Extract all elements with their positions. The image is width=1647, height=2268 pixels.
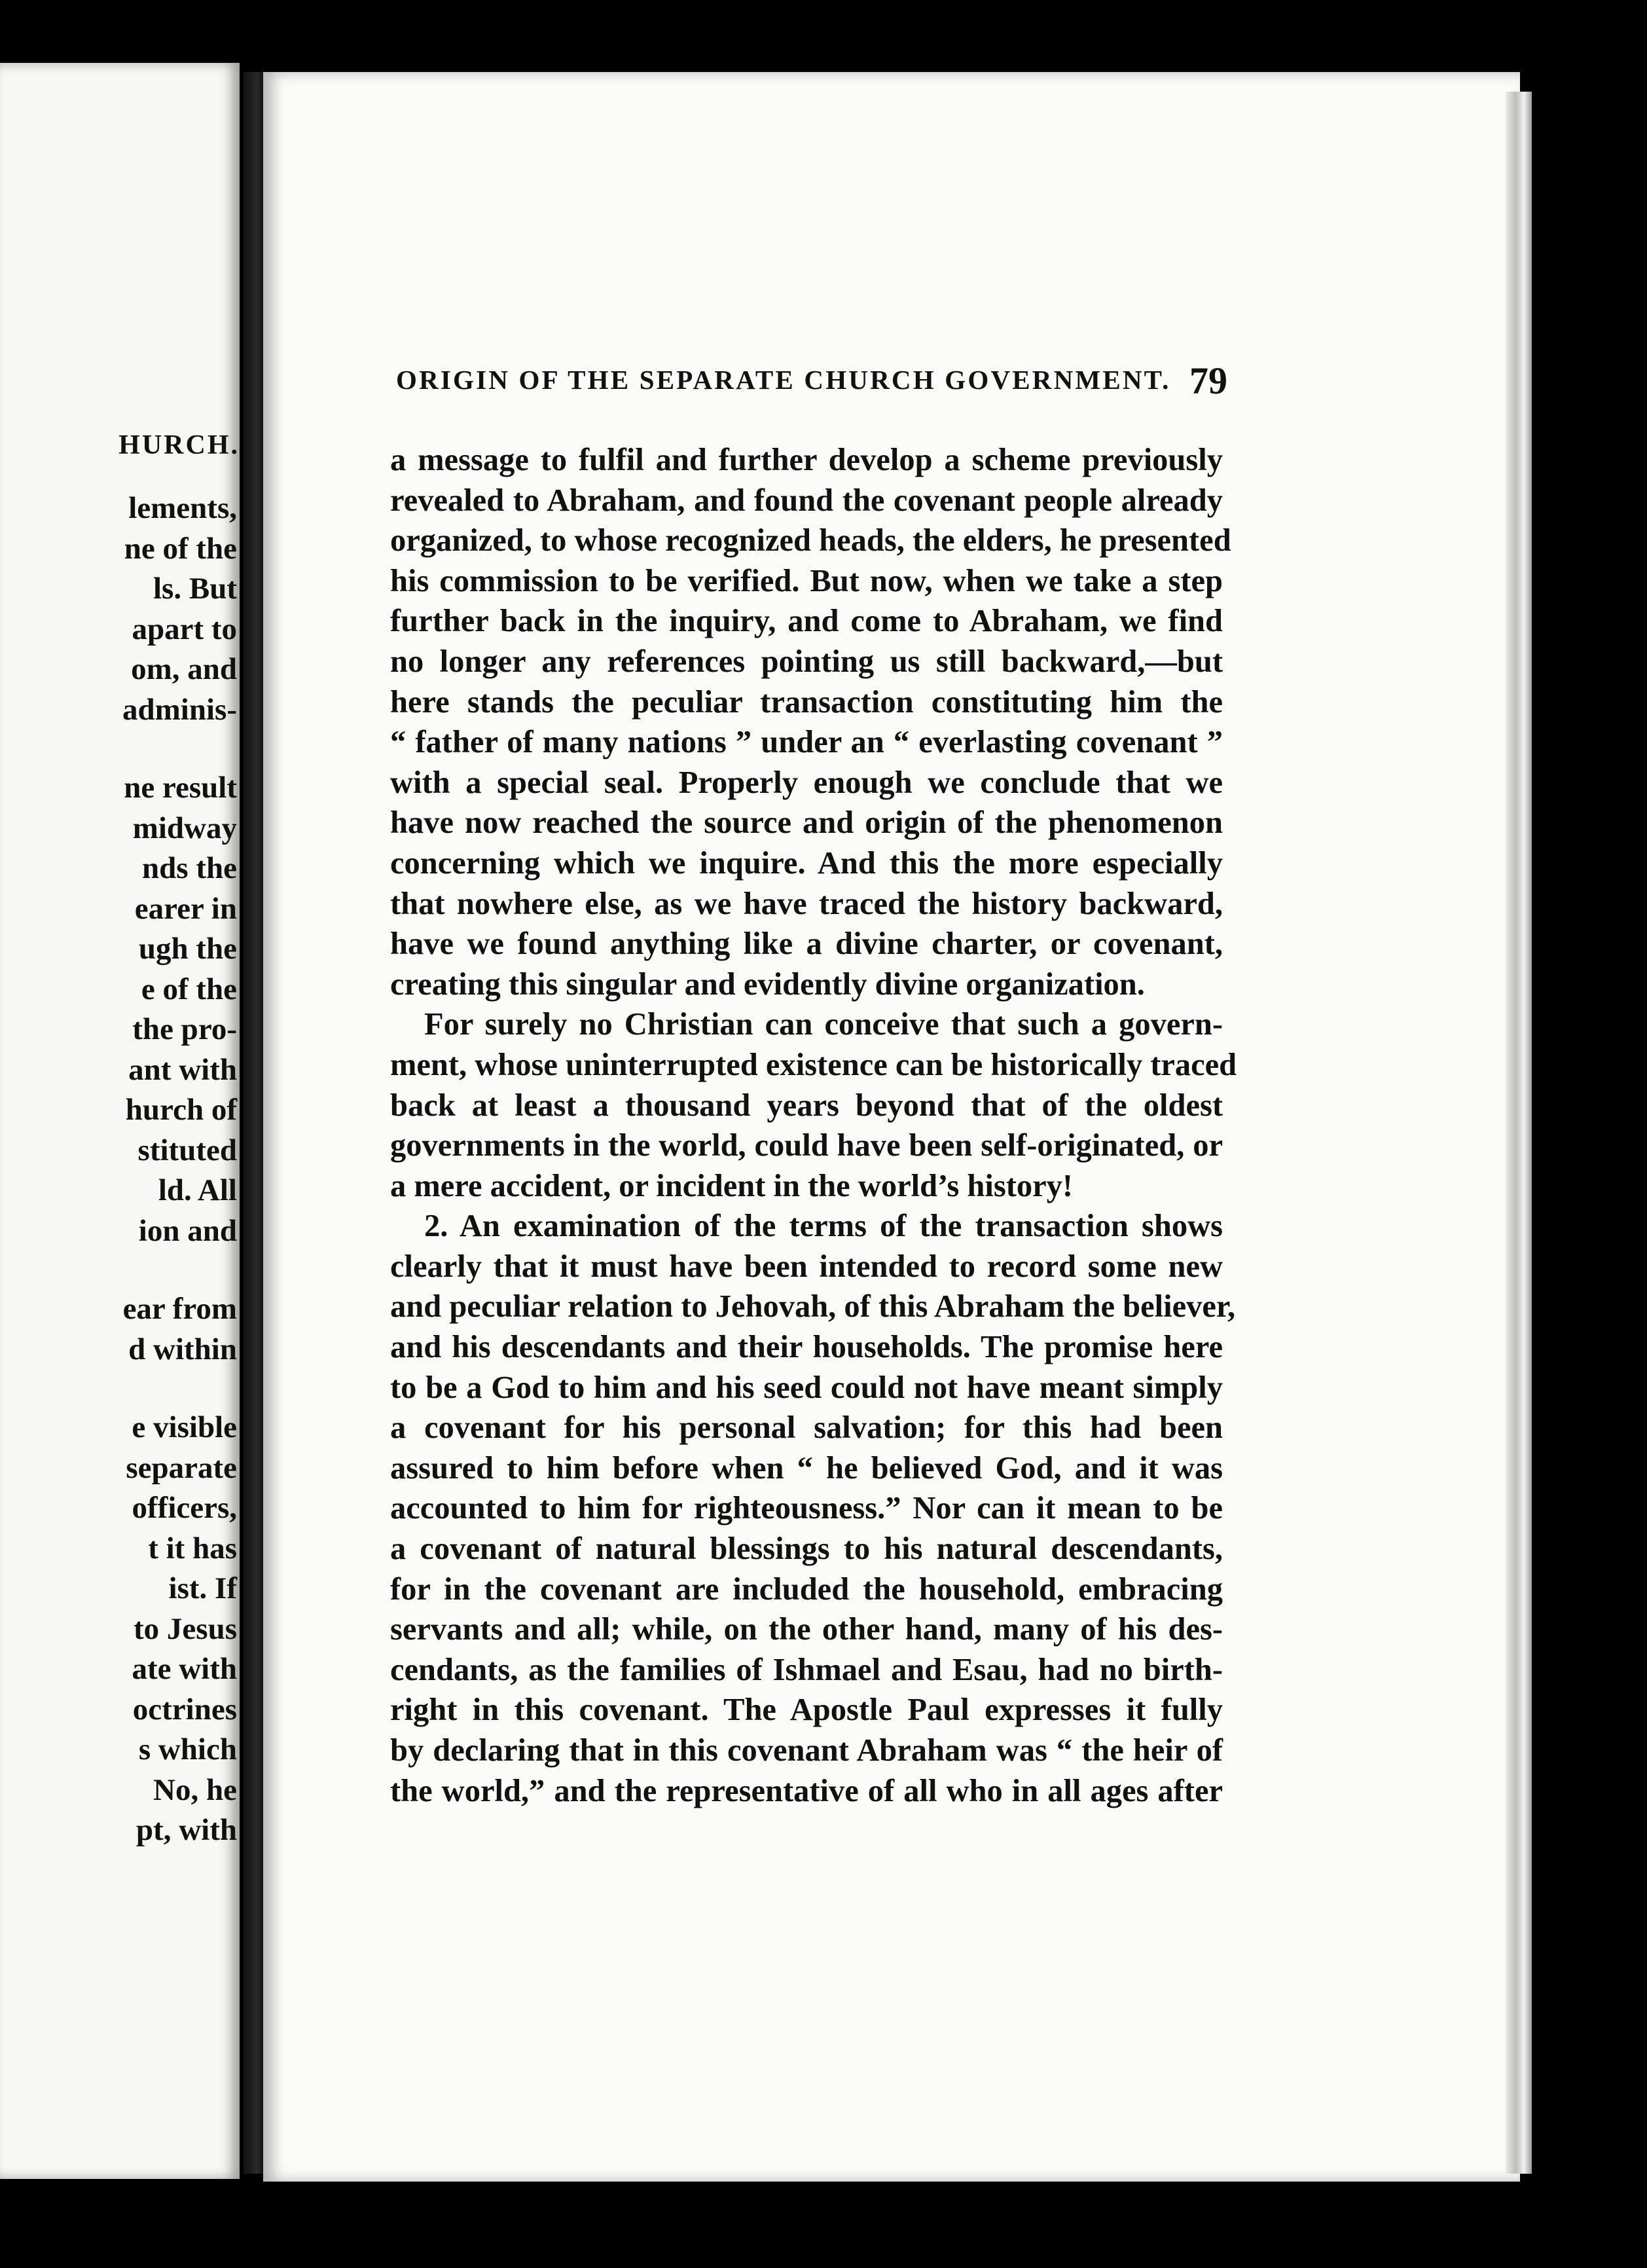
left-line: lements, xyxy=(128,491,237,525)
left-line: stituted xyxy=(137,1133,237,1167)
text-line: back at least a thousand years beyond that of the oldest xyxy=(390,1088,1223,1123)
text-line: that nowhere else, as we have traced the history backward, xyxy=(390,886,1223,921)
text-line: servants and all; while, on the other hand, many of his des- xyxy=(390,1612,1223,1647)
text-line: and peculiar relation to Jehovah, of this Abraham the believer, xyxy=(390,1289,1236,1325)
text-line: here stands the peculiar transaction constituting him the xyxy=(390,684,1223,720)
left-line: adminis- xyxy=(122,692,237,727)
left-line: No, he xyxy=(153,1772,237,1807)
text-line: For surely no Christian can conceive that such a govern- xyxy=(424,1007,1223,1042)
text-line: the world,” and the representative of all who in all ages after xyxy=(390,1773,1223,1808)
text-line: have we found anything like a divine charter, or covenant, xyxy=(390,926,1223,962)
text-line: accounted to him for righteousness.” Nor can it mean to be xyxy=(390,1491,1223,1526)
left-line: hurch of xyxy=(125,1093,237,1127)
left-line: om, and xyxy=(131,652,237,686)
left-line: ne result xyxy=(124,771,237,805)
left-line: nds the xyxy=(142,851,237,885)
left-line: pt, with xyxy=(136,1813,237,1847)
text-line: assured to him before when “ he believed God, and it was xyxy=(390,1450,1223,1486)
left-line: ugh the xyxy=(138,932,237,966)
left-running-head: HURCH. xyxy=(118,430,240,460)
text-line: a covenant of natural blessings to his natural descendants, xyxy=(390,1531,1223,1567)
text-line: a covenant for his personal salvation; for this had been xyxy=(390,1410,1223,1446)
left-line: s which xyxy=(138,1732,237,1766)
body-text xyxy=(390,440,1237,1811)
text-line: concerning which we inquire. And this the more especially xyxy=(390,845,1223,881)
text-line: have now reached the source and origin of the phenomenon xyxy=(390,805,1223,841)
left-line: octrines xyxy=(132,1692,237,1727)
left-line: midway xyxy=(132,811,237,845)
text-line: right in this covenant. The Apostle Paul expresses it fully xyxy=(390,1692,1223,1728)
page-edge xyxy=(1506,92,1532,2174)
text-line: and his descendants and their households. The promise here xyxy=(390,1330,1223,1365)
text-line: 2. An examination of the terms of the transaction shows xyxy=(424,1209,1223,1244)
left-line: t it has xyxy=(148,1531,237,1565)
left-line: separate xyxy=(126,1450,237,1485)
left-line: ear from xyxy=(122,1292,237,1326)
text-line: clearly that it must have been intended to record some new xyxy=(390,1249,1223,1284)
left-line: ne of the xyxy=(124,531,237,566)
left-line: apart to xyxy=(132,612,237,646)
text-line: governments in the world, could have been self-originated, or xyxy=(390,1128,1223,1163)
text-line: cendants, as the families of Ishmael and Esau, had no birth- xyxy=(390,1652,1223,1687)
left-line: the pro- xyxy=(132,1012,237,1046)
text-line: “ father of many nations ” under an “ everlasting covenant ” xyxy=(390,725,1223,760)
text-line: a message to fulfil and further develop a scheme previously xyxy=(390,443,1223,477)
left-line: ist. If xyxy=(168,1571,237,1605)
left-page xyxy=(0,63,240,2179)
text-line: his commission to be verified. But now, when we take a step xyxy=(390,563,1223,598)
text-line: to be a God to him and his seed could not have meant simply xyxy=(390,1370,1223,1405)
left-line: ls. But xyxy=(153,572,237,606)
left-line: officers, xyxy=(132,1491,237,1525)
left-line: e of the xyxy=(141,972,237,1006)
text-line: a mere accident, or incident in the world’s history! xyxy=(390,1168,1074,1203)
text-line: with a special seal. Properly enough we conclude that we xyxy=(390,765,1223,800)
left-line: ion and xyxy=(138,1213,237,1248)
text-line: revealed to Abraham, and found the covenant people already xyxy=(390,483,1223,518)
left-line: ld. All xyxy=(158,1173,237,1207)
left-line: e visible xyxy=(132,1410,237,1444)
text-line: for in the covenant are included the household, embracing xyxy=(390,1571,1223,1607)
text-line: organized, to whose recognized heads, the elders, he presented xyxy=(390,523,1231,558)
left-line: to Jesus xyxy=(134,1611,237,1646)
running-head xyxy=(396,359,1227,402)
left-page-text xyxy=(1,488,237,1851)
text-line: ment, whose uninterrupted existence can be historically traced xyxy=(390,1047,1237,1082)
left-line: ate with xyxy=(132,1652,237,1686)
text-line: creating this singular and evidently divine organization. xyxy=(390,966,1145,1002)
text-line: no longer any references pointing us still backward,—but xyxy=(390,644,1223,679)
left-line: d within xyxy=(128,1332,237,1366)
text-line: by declaring that in this covenant Abraham was “ the heir of xyxy=(390,1733,1223,1768)
running-head-title: ORIGIN OF THE SEPARATE CHURCH GOVERNMENT. xyxy=(396,365,1171,395)
text-line: further back in the inquiry, and come to Abraham, we find xyxy=(390,604,1223,639)
left-line: earer in xyxy=(134,891,237,926)
page-number: 79 xyxy=(1189,359,1227,402)
left-line: ant with xyxy=(128,1052,237,1087)
